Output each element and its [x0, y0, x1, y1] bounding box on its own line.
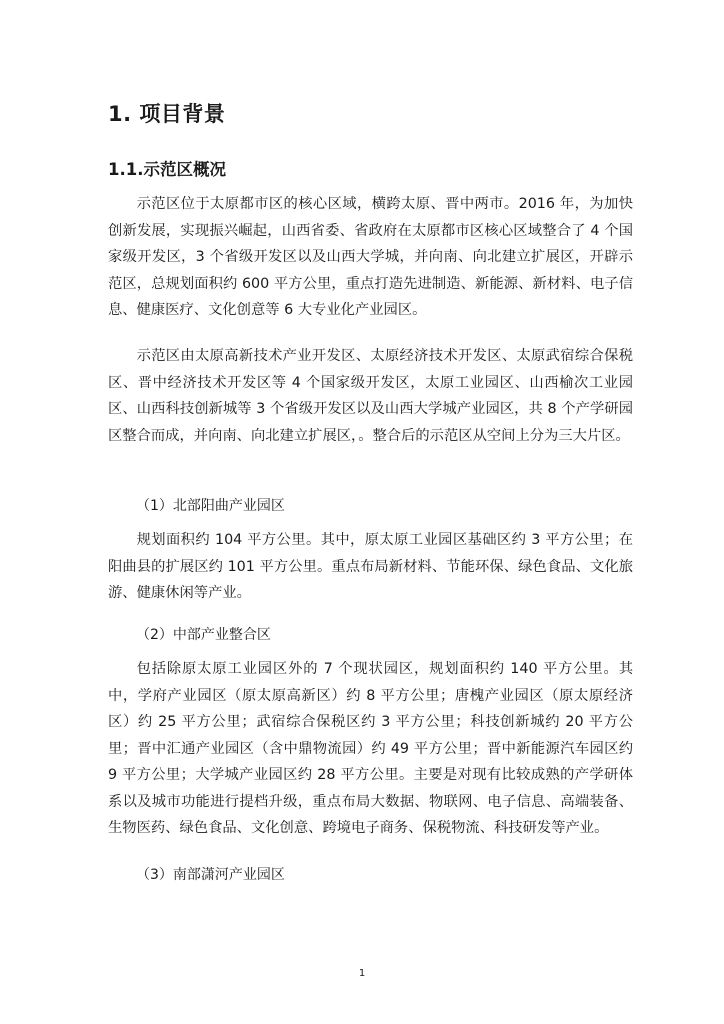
section-title-north: （1）北部阳曲产业园区	[136, 498, 285, 514]
section-text-central: 包括除原太原工业园区外的 7 个现状园区，规划面积约 140 平方公里。其中，学府产业园区（原太原高新区）约 8 平方公里；唐槐产业园区（原太原经济区）约 25 平方公里；武宿综合保税区约 3 平方公里；科技创新城约 20 平方公里；晋中汇通产业园区（含中鼎物流园）约 49 平方公里；晋中新能源汽车园区约 9 平方公里；大学城产业园区约 28 平方公里。主要是对现有比较成熟的产学研体系以及城市功能进行提档升级，重点布局大数据、物联网、电子信息、高端装备、生物医药、绿色食品、文化创意、跨境电子商务、保税物流、科技研发等产业。	[108, 661, 633, 836]
paragraph-composition: 示范区由太原高新技术产业开发区、太原经济技术开发区、太原武宿综合保税区、晋中经济技术开发区等 4 个国家级开发区，太原工业园区、山西榆次工业园区、山西科技创新城等 3 个省级开发区以及山西大学城产业园区，共 8 个产学研园区整合而成，并向南、向北建立扩展区，。整合后的示范区从空间上分为三大片区。	[108, 348, 633, 444]
paragraph-intro: 示范区位于太原都市区的核心区域，横跨太原、晋中两市。2016 年，为加快创新发展，实现振兴崛起，山西省委、省政府在太原都市区核心区域整合了 4 个国家级开发区，3 个省级开发区以及山西大学城，并向南、向北建立扩展区，开辟示范区，总规划面积约 600 平方公里，重点打造先进制造、新能源、新材料、电子信息、健康医疗、文化创意等 6 大专业化产业园区。	[108, 196, 633, 318]
section-title-central: （2）中部产业整合区	[136, 627, 271, 643]
page-number: 1	[358, 968, 366, 979]
section-text-north: 规划面积约 104 平方公里。其中，原太原工业园区基础区约 3 平方公里；在阳曲县的扩展区约 101 平方公里。重点布局新材料、节能环保、绿色食品、文化旅游、健康休闲等产业。	[108, 532, 633, 601]
heading-project-background: 1. 项目背景	[108, 102, 226, 126]
section-title-south: （3）南部潇河产业园区	[136, 867, 285, 883]
heading-demo-zone-overview: 1.1.示范区概况	[108, 160, 226, 179]
